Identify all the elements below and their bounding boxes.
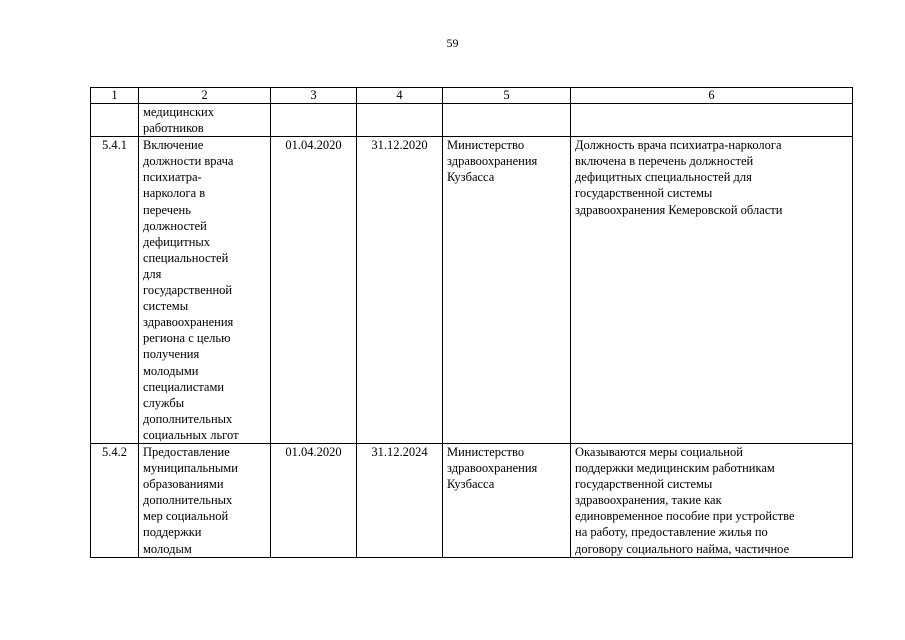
result-cell: Должность врача психиатра-нарколога включена в перечень должностей дефицитных специальностей для государственной системы здравоохранения Кемеровской области [571,137,853,444]
column-header-4: 4 [357,88,443,104]
result-cell [571,104,853,137]
executor-cell [443,104,571,137]
measure-name-cell: медицинских работников [139,104,271,137]
executor-cell: Министерство здравоохранения Кузбасса [443,137,571,444]
table-header-row [91,88,853,104]
column-header-2: 2 [139,88,271,104]
row-number-cell: 5.4.1 [91,137,139,444]
measures-table [90,87,853,558]
column-header-6: 6 [571,88,853,104]
table-row [91,443,853,557]
end-date-cell: 31.12.2024 [357,443,443,557]
end-date-cell: 31.12.2020 [357,137,443,444]
column-header-5: 5 [443,88,571,104]
end-date-cell [357,104,443,137]
page-number: 59 [446,36,459,50]
column-header-1: 1 [91,88,139,104]
measure-name-cell: Включение должности врача психиатра- нарколога в перечень должностей дефицитных специальностей для государственной системы здравоохранения региона с целью получения молодыми специалистами службы дополнительных социальных льгот [139,137,271,444]
executor-cell: Министерство здравоохранения Кузбасса [443,443,571,557]
start-date-cell: 01.04.2020 [271,137,357,444]
row-number-cell: 5.4.2 [91,443,139,557]
start-date-cell: 01.04.2020 [271,443,357,557]
table-row [91,104,853,137]
row-number-cell [91,104,139,137]
result-cell: Оказываются меры социальной поддержки медицинским работникам государственной системы здравоохранения, такие как единовременное пособие при устройстве на работу, предоставление жилья по договору социального найма, частичное [571,443,853,557]
column-header-3: 3 [271,88,357,104]
measure-name-cell: Предоставление муниципальными образованиями дополнительных мер социальной поддержки молодым [139,443,271,557]
start-date-cell [271,104,357,137]
table-row [91,137,853,444]
